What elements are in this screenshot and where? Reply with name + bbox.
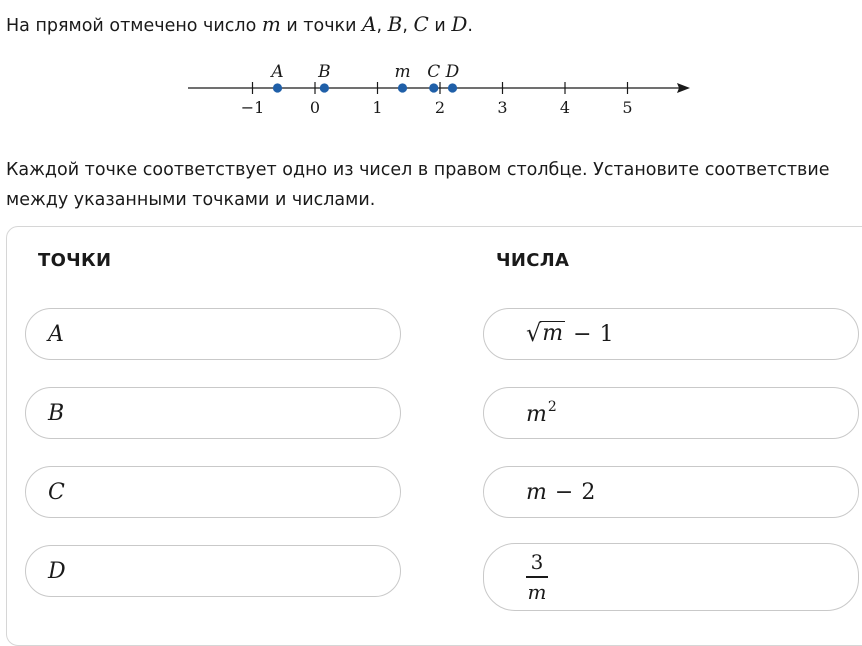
point-label: D — [445, 62, 460, 82]
tick-label: −1 — [240, 98, 265, 117]
point-label-c: C — [48, 479, 65, 505]
intro-text-part2: и точки — [280, 16, 363, 36]
intro-point-a: A — [362, 12, 377, 36]
intro-text-part1: На прямой отмечено число — [6, 16, 262, 36]
point-label: A — [271, 62, 284, 82]
expr-m-squared — [526, 399, 557, 427]
point-option-d[interactable] — [25, 545, 401, 597]
point-option-a[interactable] — [25, 308, 401, 360]
number-option-sqrt-m-minus-1[interactable] — [483, 308, 859, 360]
intro-comma-2: , — [402, 16, 414, 36]
base-m: m — [526, 402, 547, 427]
points-column-header: ТОЧКИ — [38, 250, 112, 271]
tick-label: 4 — [559, 98, 571, 117]
point-marker — [448, 83, 457, 92]
intro-point-b: B — [387, 12, 403, 36]
point-label: C — [427, 62, 441, 82]
sqrt-symbol — [526, 319, 565, 348]
point-marker — [320, 83, 329, 92]
tick-label: 2 — [434, 98, 446, 117]
point-label-a: A — [48, 321, 64, 347]
tick-label: 5 — [622, 98, 633, 117]
expr-sqrt-m-minus-1 — [526, 321, 614, 347]
fraction-numerator: 3 — [530, 550, 544, 575]
point-option-b[interactable] — [25, 387, 401, 439]
radicand: m — [542, 320, 564, 346]
task-text: Каждой точке соответствует одно из чисел в правом столбце. Установите соответствие между указанными точками и числами. — [6, 160, 830, 210]
tick-label: 1 — [372, 98, 383, 117]
point-label: m — [394, 62, 411, 82]
minus-sign: − — [573, 322, 592, 348]
point-label: B — [318, 62, 331, 82]
point-label-d: D — [48, 558, 66, 584]
point-marker — [398, 83, 407, 92]
intro-period: . — [467, 16, 473, 36]
intro-comma-1: , — [376, 16, 388, 36]
minus-sign: − — [554, 479, 574, 505]
var-m: m — [526, 479, 547, 505]
expr-m-minus-2 — [526, 480, 595, 505]
constant-one: 1 — [599, 322, 614, 348]
numbers-column-header: ЧИСЛА — [496, 250, 570, 271]
constant-two: 2 — [581, 479, 596, 505]
intro-point-c: C — [413, 12, 429, 36]
number-option-3-over-m[interactable] — [483, 543, 859, 611]
fraction-denominator: m — [527, 579, 547, 604]
fraction-bar — [526, 576, 548, 578]
tick-label: 0 — [309, 98, 321, 117]
number-option-m-minus-2[interactable] — [483, 466, 859, 518]
exponent: 2 — [547, 399, 557, 415]
intro-and: и — [428, 16, 452, 36]
point-label-b: B — [48, 400, 65, 426]
fraction-3-over-m — [526, 551, 548, 603]
intro-text — [6, 12, 473, 38]
number-line — [180, 58, 700, 122]
intro-point-d: D — [451, 12, 468, 36]
intro-var-m: m — [261, 12, 281, 36]
point-marker — [429, 83, 438, 92]
tick-label: 3 — [497, 98, 508, 117]
point-marker — [273, 83, 282, 92]
radical-sign-icon: √ — [526, 319, 542, 348]
number-option-m-squared[interactable] — [483, 387, 859, 439]
point-option-c[interactable] — [25, 466, 401, 518]
